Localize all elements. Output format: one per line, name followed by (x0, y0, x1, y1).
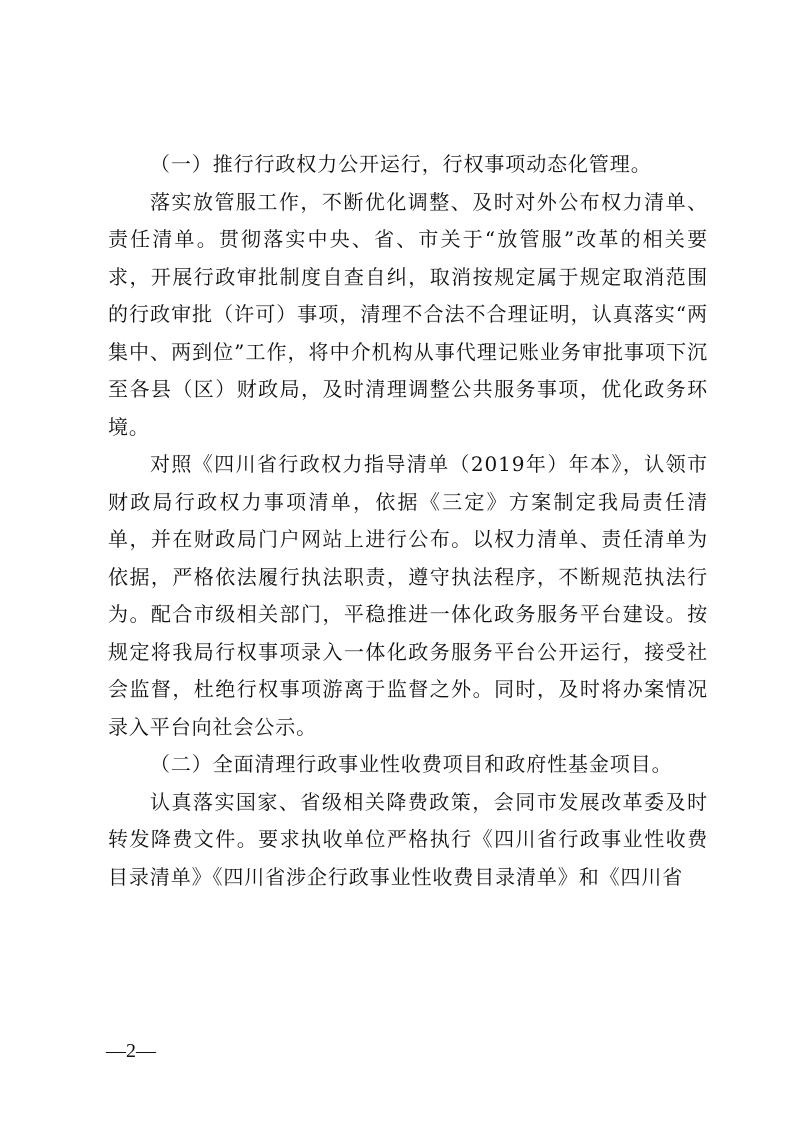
document-body (108, 146, 708, 896)
section-heading-2: （二）全面清理行政事业性收费项目和政府性基金项目。 (150, 752, 673, 776)
section-heading-1: （一）推行行政权力公开运行，行权事项动态化管理。 (150, 152, 652, 176)
body-paragraph-3: 认真落实国家、省级相关降费政策，会同市发展改革委及时转发降费文件。要求执收单位严格执行《四川省行政事业性收费目录清单》《四川省涉企行政事业性收费目录清单》和《四川省 (108, 789, 708, 889)
body-paragraph-2: 对照《四川省行政权力指导清单（2019年）年本》，认领市财政局行政权力事项清单，依据《三定》方案制定我局责任清单，并在财政局门户网站上进行公布。以权力清单、责任清单为依据，严格依法履行执法职责，遵守执法程序，不断规范执法行为。配合市级相关部门，平稳推进一体化政务服务平台建设。按规定将我局行权事项录入一体化政务服务平台公开运行，接受社会监督，杜绝行权事项游离于监督之外。同时，及时将办案情况录入平台向社会公示。 (108, 452, 708, 739)
body-paragraph-1: 落实放管服工作，不断优化调整、及时对外公布权力清单、责任清单。贯彻落实中央、省、市关于“放管服”改革的相关要求，开展行政审批制度自查自纠，取消按规定属于规定取消范围的行政审批（许可）事项，清理不合法不合理证明，认真落实“两集中、两到位”工作，将中介机构从事代理记账业务审批事项下沉至各县（区）财政局，及时清理调整公共服务事项，优化政务环境。 (108, 189, 708, 439)
page-number: —2— (106, 1040, 156, 1062)
